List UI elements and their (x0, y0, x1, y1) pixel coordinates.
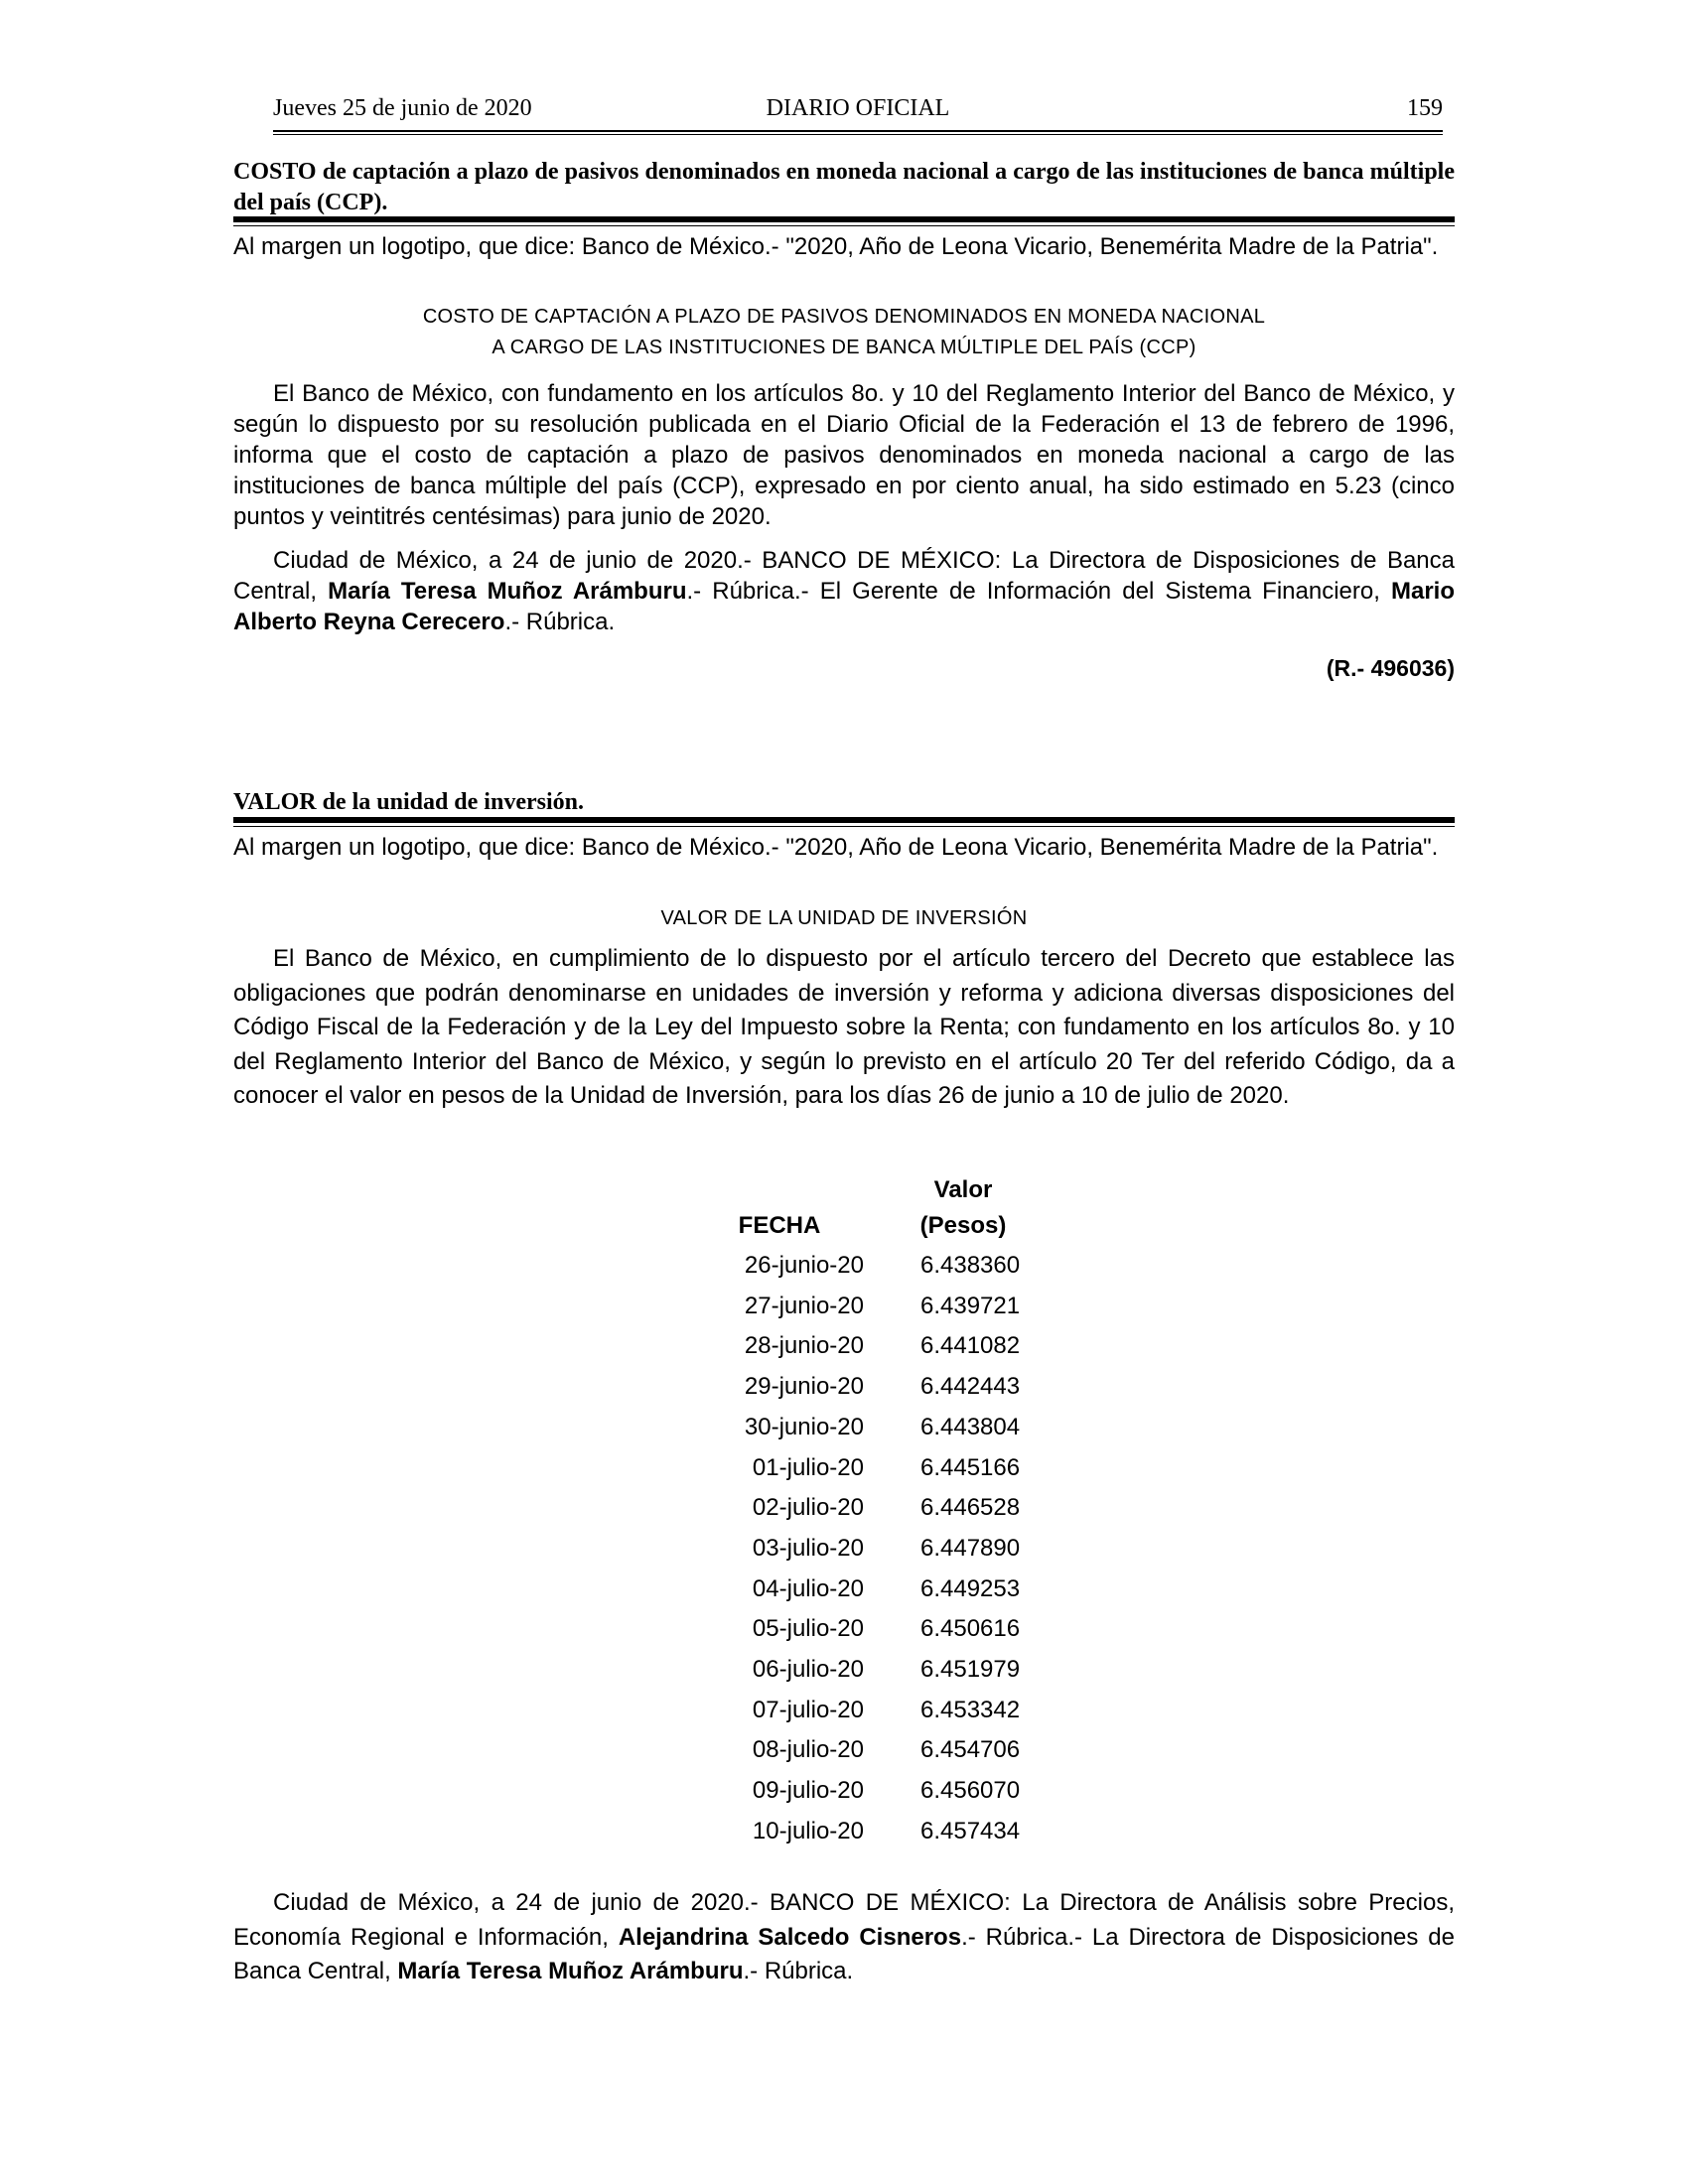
table-cell-fecha: 02-julio-20 (752, 1494, 864, 1522)
table-row (233, 1736, 1455, 1777)
table-header-value-line1: Valor (933, 1176, 993, 1203)
table-cell-valor: 6.456070 (920, 1777, 1021, 1805)
table-row (233, 1818, 1455, 1858)
table-cell-fecha: 01-julio-20 (752, 1453, 864, 1481)
section2-rule-thin (233, 826, 1455, 827)
table-cell-fecha: 26-junio-20 (744, 1252, 864, 1279)
table-cell-fecha: 05-julio-20 (752, 1615, 864, 1643)
section2-signature (233, 1886, 1455, 1989)
section2-signature-a: Ciudad de México, a 24 de junio de 2020.- BANCO DE MÉXICO: La Directora de Análisis sobre Precios, Economía Regional e Información, (233, 1889, 1455, 1951)
section2-caps-title: VALOR DE LA UNIDAD DE INVERSIÓN (660, 907, 1028, 929)
table-row (233, 1777, 1455, 1818)
table-row (233, 1615, 1455, 1656)
section2-signature-b: .- Rúbrica.- La Directora de Disposiciones de Banca Central, (233, 1923, 1456, 1984)
table-row (233, 1656, 1455, 1697)
section1-margin-note: Al margen un logotipo, que dice: Banco de México.- "2020, Año de Leona Vicario, Benemérita Madre de la Patria". (233, 233, 1439, 260)
table-cell-fecha: 08-julio-20 (752, 1736, 864, 1764)
section1-signature-b: .- Rúbrica.- El Gerente de Información del Sistema Financiero, (686, 578, 1391, 605)
table-cell-valor: 6.438360 (920, 1252, 1021, 1279)
table-header-date: FECHA (738, 1212, 821, 1239)
table-row (233, 1252, 1455, 1293)
table-cell-valor: 6.446528 (920, 1494, 1021, 1522)
table-cell-fecha: 09-julio-20 (752, 1777, 864, 1805)
table-cell-valor: 6.449253 (920, 1574, 1021, 1602)
section1-reference: (R.- 496036) (1326, 655, 1455, 681)
section1-rule-thin (233, 225, 1455, 226)
section2-title: VALOR de la unidad de inversión. (233, 789, 584, 815)
section1-signer-2: Mario Alberto Reyna Cerecero (233, 578, 1455, 635)
header-rule (273, 130, 1443, 135)
table-cell-valor: 6.447890 (920, 1534, 1021, 1562)
section1-caps-title-line1: COSTO DE CAPTACIÓN A PLAZO DE PASIVOS DENOMINADOS EN MONEDA NACIONAL (422, 306, 1266, 328)
section1-rule-thick (233, 216, 1455, 222)
table-row (233, 1575, 1455, 1616)
table-row (233, 1293, 1455, 1333)
table-cell-valor: 6.443804 (920, 1413, 1021, 1440)
table-cell-valor: 6.441082 (920, 1332, 1021, 1360)
table-cell-valor: 6.439721 (920, 1292, 1021, 1319)
table-cell-valor: 6.453342 (920, 1696, 1021, 1723)
table-cell-valor: 6.457434 (920, 1817, 1021, 1844)
table-row (233, 1332, 1455, 1373)
section2-body: El Banco de México, en cumplimiento de lo dispuesto por el artículo tercero del Decreto que establece las obligaciones que podrán denominarse en unidades de inversión y reforma y adiciona diversas disposiciones del Código Fiscal de la Federación y de la Ley del Impuesto sobre la Renta; con fundamento en los artículos 8o. y 10 del Reglamento Interior del Banco de México, y según lo previsto en el artículo 20 Ter del referido Código, da a conocer el valor en pesos de la Unidad de Inversión, para los días 26 de junio a 10 de julio de 2020. (233, 945, 1455, 1109)
section2-signer-2: María Teresa Muñoz Arámburu (397, 1958, 744, 1984)
section1-signature-c: .- Rúbrica. (504, 609, 616, 635)
table-row (233, 1454, 1455, 1495)
table-cell-fecha: 30-junio-20 (744, 1413, 864, 1440)
page-header (273, 95, 1443, 131)
table-cell-valor: 6.454706 (920, 1736, 1021, 1764)
table-row (233, 1373, 1455, 1414)
section1-signature-a: Ciudad de México, a 24 de junio de 2020.- BANCO DE MÉXICO: La Directora de Disposiciones de Banca Central, (233, 547, 1455, 605)
table-row (233, 1535, 1455, 1575)
header-date: Jueves 25 de junio de 2020 (273, 95, 532, 121)
section1-caps-title-line2: A CARGO DE LAS INSTITUCIONES DE BANCA MÚLTIPLE DEL PAÍS (CCP) (492, 337, 1196, 358)
table-header-value-line2: (Pesos) (919, 1212, 1007, 1239)
table-cell-fecha: 03-julio-20 (752, 1534, 864, 1562)
section2-signer-1: Alejandrina Salcedo Cisneros (618, 1923, 962, 1951)
header-page-number: 159 (1407, 95, 1443, 121)
table-cell-fecha: 04-julio-20 (752, 1574, 864, 1602)
header-publication: DIARIO OFICIAL (766, 95, 950, 121)
table-row (233, 1414, 1455, 1454)
section1-body: El Banco de México, con fundamento en los artículos 8o. y 10 del Reglamento Interior del Banco de México, y según lo dispuesto por su resolución publicada en el Diario Oficial de la Federación el 13 de febrero de 1996, informa que el costo de captación a plazo de pasivos denominados en moneda nacional a cargo de las instituciones de banca múltiple del país (CCP), expresado en por ciento anual, ha sido estimado en 5.23 (cinco puntos y veintitrés centésimas) para junio de 2020. (233, 380, 1455, 530)
section2-signature-c: .- Rúbrica. (743, 1958, 854, 1984)
table-row (233, 1494, 1455, 1535)
table-cell-valor: 6.445166 (920, 1453, 1021, 1481)
section1-signer-1: María Teresa Muñoz Arámburu (328, 578, 687, 605)
table-cell-fecha: 07-julio-20 (752, 1696, 864, 1723)
section2-margin-note: Al margen un logotipo, que dice: Banco de México.- "2020, Año de Leona Vicario, Benemérita Madre de la Patria". (233, 834, 1439, 861)
table-cell-valor: 6.450616 (920, 1615, 1021, 1643)
table-row (233, 1697, 1455, 1737)
section2-rule-thick (233, 817, 1455, 823)
table-cell-fecha: 06-julio-20 (752, 1656, 864, 1683)
table-cell-valor: 6.451979 (920, 1656, 1021, 1683)
table-cell-fecha: 27-junio-20 (744, 1292, 864, 1319)
table-cell-fecha: 10-julio-20 (752, 1817, 864, 1844)
table-cell-fecha: 28-junio-20 (744, 1332, 864, 1360)
table-cell-fecha: 29-junio-20 (744, 1373, 864, 1401)
table-cell-valor: 6.442443 (920, 1373, 1021, 1401)
section1-signature (233, 545, 1455, 637)
section1-title: COSTO de captación a plazo de pasivos denominados en moneda nacional a cargo de las instituciones de banca múltiple del país (CCP). (233, 159, 1455, 215)
